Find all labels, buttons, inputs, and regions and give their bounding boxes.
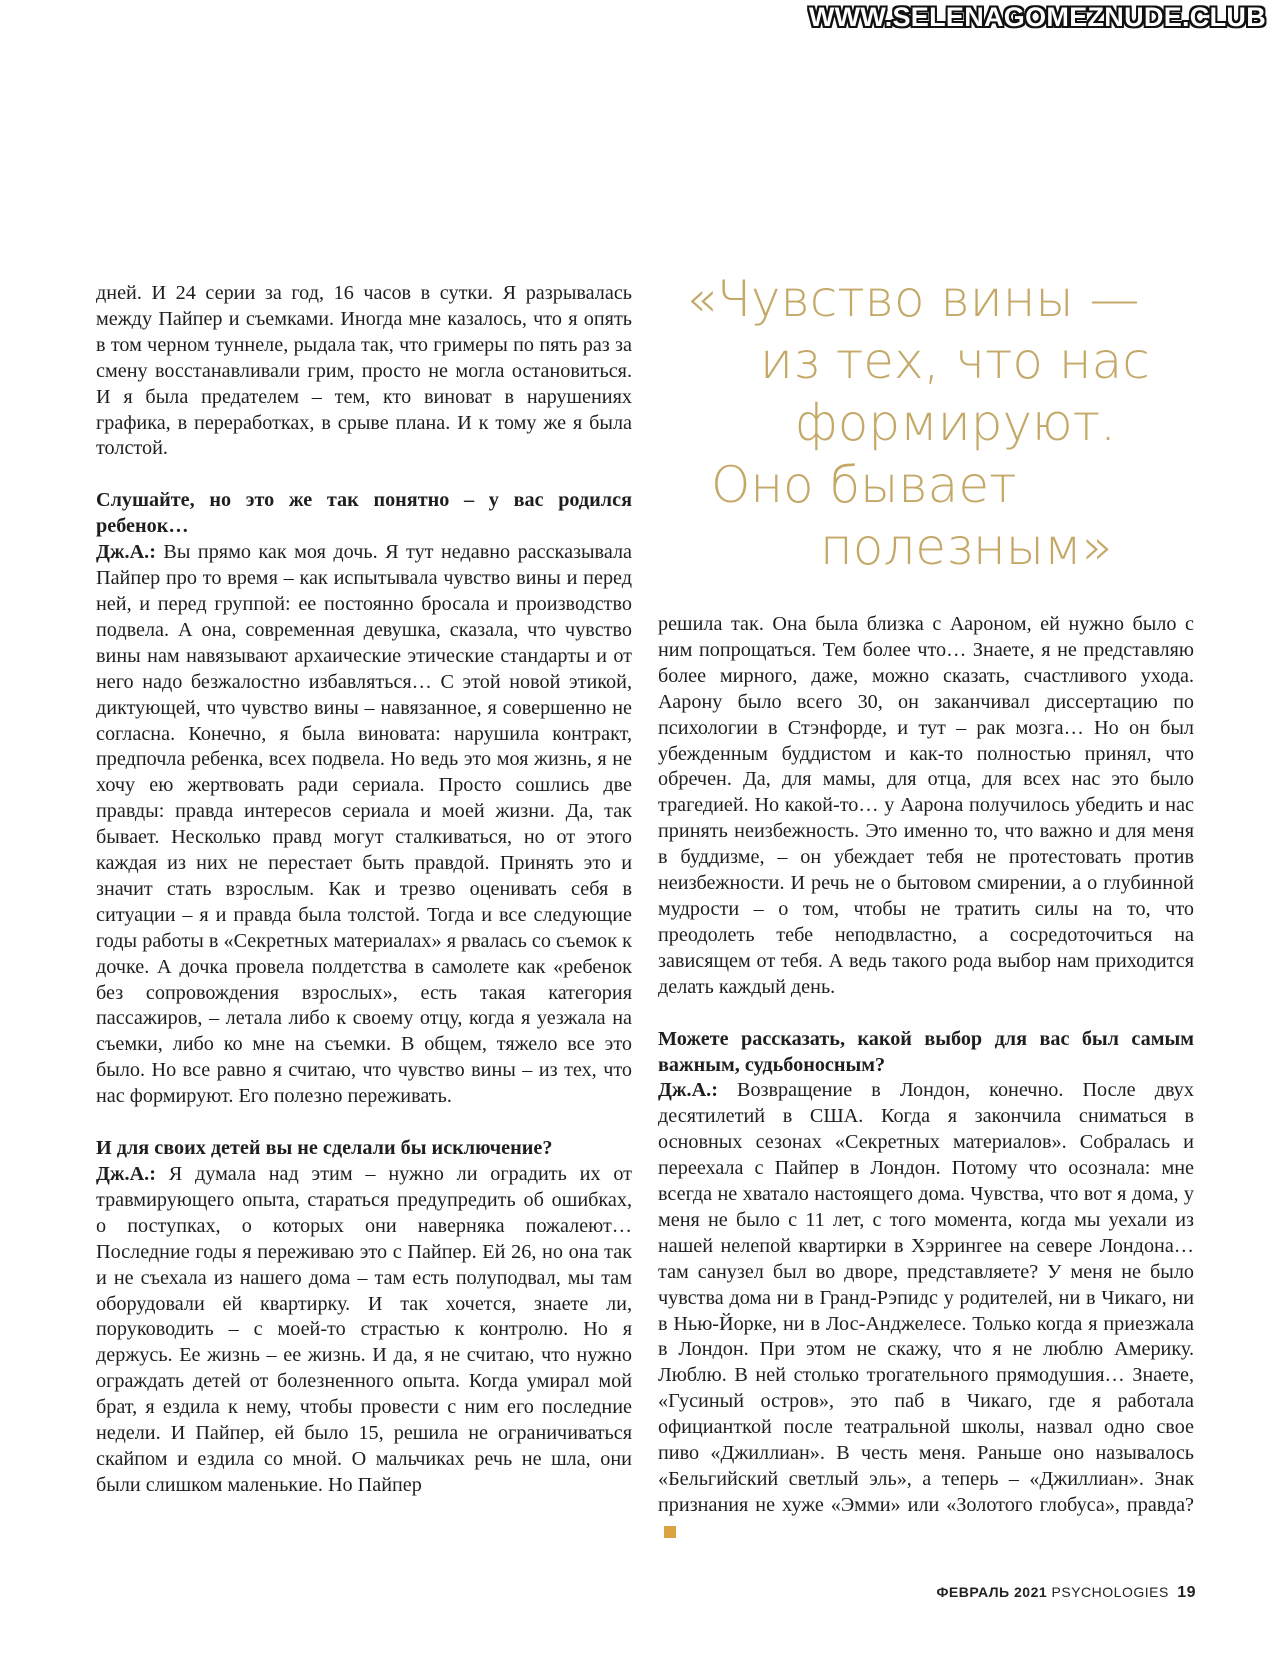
interview-question: И для своих детей вы не сделали бы исключение? — [96, 1137, 553, 1160]
issue-date: ФЕВРАЛЬ 2021 — [936, 1584, 1048, 1600]
pull-quote — [670, 268, 1190, 578]
pull-quote-line: формируют. — [795, 394, 1116, 452]
end-of-article-mark-icon — [664, 1526, 676, 1538]
interview-question: Слушайте, но это же так понятно – у вас родился ребенок… — [96, 489, 632, 538]
right-column — [658, 612, 1194, 1545]
interview-answer — [96, 540, 632, 1110]
answer-text: Возвращение в Лондон, конечно. После двух десятилетий в США. Когда я закончила сниматься в основных сезонах «Секретных материалов». Собралась и переехала с Пайпер в Лондон. Потому что осознала: мне всегда не хватало настоящего дома. Чувства, что вот я дома, у меня не было с 11 лет, с того момента, когда мы уехали из нашей нелепой квартирки в Хэррингее на севере Лондона… там санузел был во дворе, представляете? У меня не было чувства дома ни в Гранд-Рэпидс у родителей, ни в Чикаго, ни в Нью-Йорке, ни в Лос-Анджелесе. Только когда я приезжала в Лондон. При этом не скажу, что я не люблю Америку. Люблю. В ней столько трогательного прямодушия… Знаете, «Гусиный остров», это паб в Чикаго, где я работала официанткой после театральной школы, назвал одно свое пиво «Джиллиан». В честь меня. Раньше оно называлось «Бельгийский светлый эль», а теперь – «Джиллиан». Знак признания не хуже «Эмми» или «Золотого глобуса», правда? — [658, 1079, 1194, 1516]
watermark-text: WWW.SELENAGOMEZNUDE.CLUB — [808, 2, 1266, 32]
body-paragraph: дней. И 24 серии за год, 16 часов в сутки. Я разрывалась между Пайпер и съемками. Иногда мне казалось, что я опять в том черном туннеле, рыдала так, что гримеры по пять раз за смену восстанавливали грим, просто не могла остановиться. И я была предателем – тем, кто виноват в нарушениях графика, в переработках, в срыве плана. И к тому же я была толстой. — [96, 282, 632, 460]
pull-quote-line: полезным» — [820, 518, 1113, 576]
left-column — [96, 281, 632, 1499]
page-footer — [936, 1584, 1196, 1602]
interview-question: Можете рассказать, какой выбор для вас был самым важным, судьбоносным? — [658, 1027, 1194, 1076]
pull-quote-line: из тех, что нас — [760, 332, 1150, 390]
body-paragraph: решила так. Она была близка с Аароном, ей нужно было с ним попрощаться. Тем более что… Знаете, я не представляю более мирного, даже, можно сказать, счастливого ухода. Аарону было всего 30, он заканчивал диссертацию по психологии в Стэнфорде, и тут – рак мозга… Но он был убежденным буддистом и как-то полностью принял, что обречен. Да, для мамы, для отца, для всех нас это было трагедией. Но какой-то… у Аарона получилось убедить и нас принять неизбежность. Это именно то, что важно и для меня в буддизме, – он убеждает тебя не протестовать против неизбежности. И речь не о бытовом смирении, а о глубинной мудрости – о том, чтобы не тратить силы на то, что преодолеть тебе неподвластно, а сосредоточиться на зависящем от тебя. А ведь такого рода выбор нам приходится делать каждый день. — [658, 613, 1194, 998]
speaker-label: Дж.А.: — [658, 1079, 718, 1102]
speaker-label: Дж.А.: — [96, 1163, 156, 1185]
answer-text: Я думала над этим – нужно ли оградить их от травмирующего опыта, стараться предупредить об ошибках, о поступках, о которых они наверняка пожалеют… Последние годы я переживаю это с Пайпер. Ей 26, но она так и не съехала из нашего дома – там есть полуподвал, мы там оборудовали ей квартирку. И так хочется, знаете ли, поруководить – с моей-то страстью к контролю. Но я держусь. Ее жизнь – ее жизнь. И да, я не считаю, что нужно ограждать детей от болезненного опыта. Когда умирал мой брат, я ездила к нему, чтобы провести с ним его последние недели. И Пайпер, ей было 15, решила не ограничиваться скайпом и ездила со мной. О мальчиках речь не шла, они были слишком маленькие. Но Пайпер — [96, 1163, 632, 1496]
page-number: 19 — [1177, 1584, 1196, 1601]
magazine-name: PSYCHOLOGIES — [1051, 1584, 1169, 1600]
speaker-label: Дж.А.: — [96, 541, 156, 564]
pull-quote-line: Оно бывает — [711, 456, 1017, 514]
pull-quote-line: «Чувство вины — — [686, 270, 1140, 328]
interview-answer — [96, 1162, 632, 1499]
answer-text: Вы прямо как моя дочь. Я тут недавно рассказывала Пайпер про то время – как испытывала чувство вины и перед ней, и перед группой: ее постоянно бросала и производство подвела. А она, современная девушка, сказала, что чувство вины нам навязывают архаические этические стандарты и от него надо безжалостно избавляться… С этой новой этикой, диктующей, что чувство вины – навязанное, я совершенно не согласна. Конечно, я была виновата: нарушила контракт, предпочла ребенка, всех подвела. Но ведь это моя жизнь, я не хочу ею жертвовать ради сериала. Просто сошлись две правды: правда интересов сериала и моей жизни. Да, так бывает. Несколько правд могут сталкиваться, но от этого каждая из них не перестает быть правдой. Принять это и значит стать взрослым. Как и трезво оценивать себя в ситуации – я и правда была толстой. Тогда и все следующие годы работы в «Секретных материалах» я рвалась со съемок к дочке. А дочка провела полдетства в самолете как «ребенок без сопровождения взрослых», есть такая категория пассажиров, – летала либо к своему отцу, когда я уезжала на съемки, либо ко мне на съемки. В общем, тяжело все это было. Но все равно я считаю, что чувство вины – из тех, что нас формируют. Его полезно переживать. — [96, 541, 632, 1108]
interview-answer — [658, 1078, 1194, 1544]
